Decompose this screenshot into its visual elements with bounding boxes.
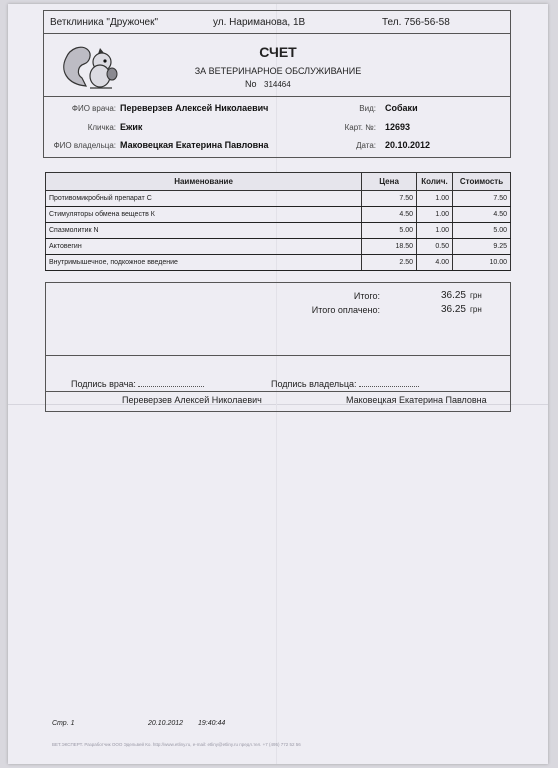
invoice-number: 314464 — [264, 80, 291, 89]
item-qty: 0.50 — [417, 239, 453, 255]
card-value: 12693 — [385, 122, 411, 132]
footer-date: 20.10.2012 — [148, 720, 184, 727]
item-qty: 1.00 — [417, 191, 453, 207]
card-label: Карт. №: — [344, 123, 376, 132]
doctor-value: Переверзев Алексей Николаевич — [120, 103, 269, 113]
item-name: Противомикробный препарат С — [46, 191, 362, 207]
table-row — [46, 207, 511, 223]
pet-label: Кличка: — [87, 123, 116, 132]
footer-fine-print: ВЕТ.ЭКСПЕРТ. Разработчик ООО Эдельвей Ко. http://www.etliny.ru, e-mail: etliny@etliny.ru предл.тел. +7 (495) 772 52 56 — [52, 742, 301, 747]
item-qty: 1.00 — [417, 223, 453, 239]
item-price: 4.50 — [362, 207, 417, 223]
owner-signature-line — [359, 378, 419, 387]
doctor-label: ФИО врача: — [71, 104, 116, 113]
paid-currency: грн — [470, 305, 482, 314]
clinic-phone: Тел. 756-56-58 — [382, 17, 450, 28]
total-currency: грн — [470, 291, 482, 300]
date-value: 20.10.2012 — [385, 140, 431, 150]
owner-signature-row — [271, 378, 419, 389]
doctor-signature-row — [71, 378, 204, 389]
footer-time: 19:40:44 — [198, 720, 226, 727]
item-cost: 5.00 — [453, 223, 511, 239]
item-cost: 7.50 — [453, 191, 511, 207]
totals-box — [45, 282, 511, 412]
species-value: Собаки — [385, 103, 418, 113]
table-row — [46, 255, 511, 271]
item-cost: 4.50 — [453, 207, 511, 223]
info-divider — [43, 96, 511, 97]
table-row — [46, 239, 511, 255]
total-label: Итого: — [353, 291, 380, 301]
paid-value: 36.25 — [440, 304, 466, 315]
signature-divider — [45, 391, 511, 392]
item-name: Внутримышечное, подкожное введение — [46, 255, 362, 271]
item-name: Спазмолитик N — [46, 223, 362, 239]
owner-label: ФИО владельца: — [53, 141, 116, 150]
owner-value: Маковецкая Екатерина Павловна — [120, 140, 269, 150]
col-name-header: Наименование — [46, 173, 362, 191]
total-value: 36.25 — [440, 290, 466, 301]
pet-value: Ежик — [120, 122, 143, 132]
table-row — [46, 191, 511, 207]
invoice-title: СЧЕТ — [259, 44, 297, 60]
clinic-name: Ветклиника "Дружочек" — [50, 17, 159, 28]
item-cost: 9.25 — [453, 239, 511, 255]
doctor-signature-label: Подпись врача: — [71, 379, 136, 389]
date-label: Дата: — [356, 141, 376, 150]
doctor-signature-name: Переверзев Алексей Николаевич — [122, 395, 262, 405]
item-price: 2.50 — [362, 255, 417, 271]
doctor-signature-line — [138, 378, 204, 387]
col-cost-header: Стоимость — [453, 173, 511, 191]
item-price: 5.00 — [362, 223, 417, 239]
table-header-row — [46, 173, 511, 191]
paid-label: Итого оплачено: — [311, 305, 380, 315]
invoice-page — [8, 4, 548, 764]
table-row — [46, 223, 511, 239]
item-price: 18.50 — [362, 239, 417, 255]
footer-page: Стр. 1 — [52, 720, 75, 727]
col-qty-header: Колич. — [417, 173, 453, 191]
owner-signature-name: Маковецкая Екатерина Павловна — [346, 395, 487, 405]
item-price: 7.50 — [362, 191, 417, 207]
item-name: Актовегин — [46, 239, 362, 255]
clinic-address: ул. Нариманова, 1В — [213, 17, 306, 28]
item-cost: 10.00 — [453, 255, 511, 271]
invoice-subtitle: ЗА ВЕТЕРИНАРНОЕ ОБСЛУЖИВАНИЕ — [194, 66, 362, 76]
species-label: Вид: — [359, 104, 376, 113]
item-qty: 1.00 — [417, 207, 453, 223]
totals-divider — [45, 355, 511, 356]
owner-signature-label: Подпись владельца: — [271, 379, 357, 389]
item-qty: 4.00 — [417, 255, 453, 271]
col-price-header: Цена — [362, 173, 417, 191]
services-table — [45, 172, 511, 271]
item-name: Стимуляторы обмена веществ К — [46, 207, 362, 223]
invoice-number-label: No — [245, 79, 257, 89]
